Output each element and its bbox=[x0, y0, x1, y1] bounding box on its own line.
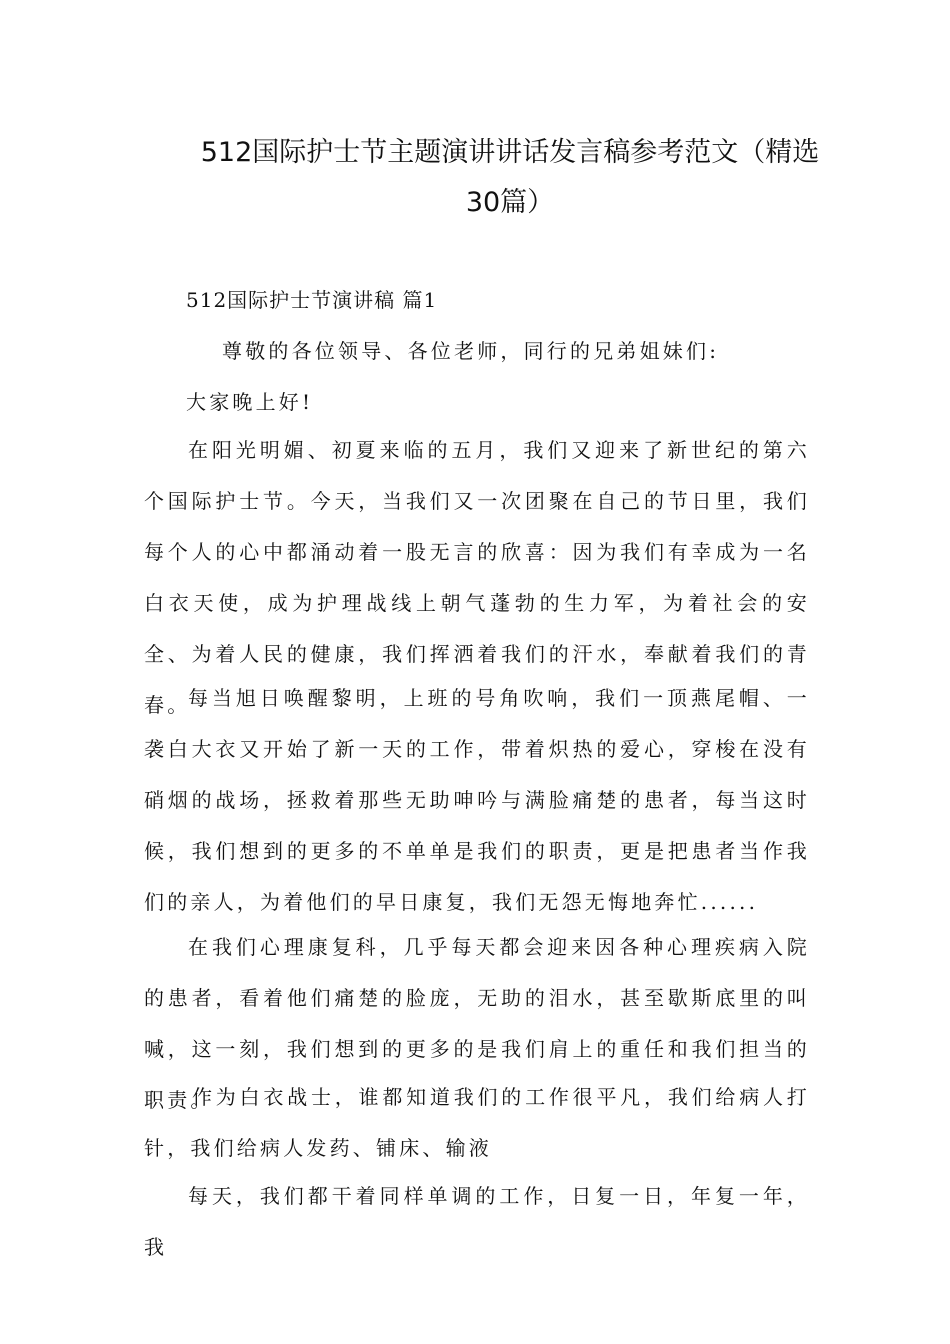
document-title bbox=[150, 128, 870, 228]
greeting: 大家晚上好! bbox=[186, 390, 314, 414]
salutation: 尊敬的各位领导、各位老师，同行的兄弟姐妹们: bbox=[222, 339, 720, 363]
paragraph: 每天，我们都干着同样单调的工作，日复一日，年复一年，我 bbox=[144, 1184, 810, 1259]
title-line-2: 30篇） bbox=[465, 187, 555, 218]
section-heading: 512国际护士节演讲稿 篇1 bbox=[186, 288, 438, 312]
paragraph: 作为白衣战士，谁都知道我们的工作很平凡，我们给病人打针，我们给病人发药、铺床、输液 bbox=[144, 1085, 810, 1160]
paragraph: 在我们心理康复科，几乎每天都会迎来因各种心理疾病入院的患者，看着他们痛楚的脸庞，无助的泪水，甚至歇斯底里的叫喊，这一刻，我们想到的更多的是我们肩上的重任和我们担当的职责。 bbox=[144, 935, 810, 1112]
paragraph: 每当旭日唤醒黎明，上班的号角吹响，我们一顶燕尾帽、一袭白大衣又开始了新一天的工作，带着炽热的爱心，穿梭在没有硝烟的战场，拯救着那些无助呻吟与满脸痛楚的患者，每当这时候，我们想到的更多的不单单是我们的职责，更是把患者当作我们的亲人，为着他们的早日康复，我们无怨无悔地奔忙...... bbox=[144, 686, 810, 914]
paragraph: 在阳光明媚、初夏来临的五月，我们又迎来了新世纪的第六个国际护士节。今天，当我们又一次团聚在自己的节日里，我们每个人的心中都涌动着一股无言的欣喜：因为我们有幸成为一名白衣天使，成为护理战线上朝气蓬勃的生力军，为着社会的安全、为着人民的健康，我们挥洒着我们的汗水，奉献着我们的青春。 bbox=[144, 438, 810, 717]
title-line-1: 512国际护士节主题演讲讲话发言稿参考范文（精选 bbox=[200, 137, 820, 168]
